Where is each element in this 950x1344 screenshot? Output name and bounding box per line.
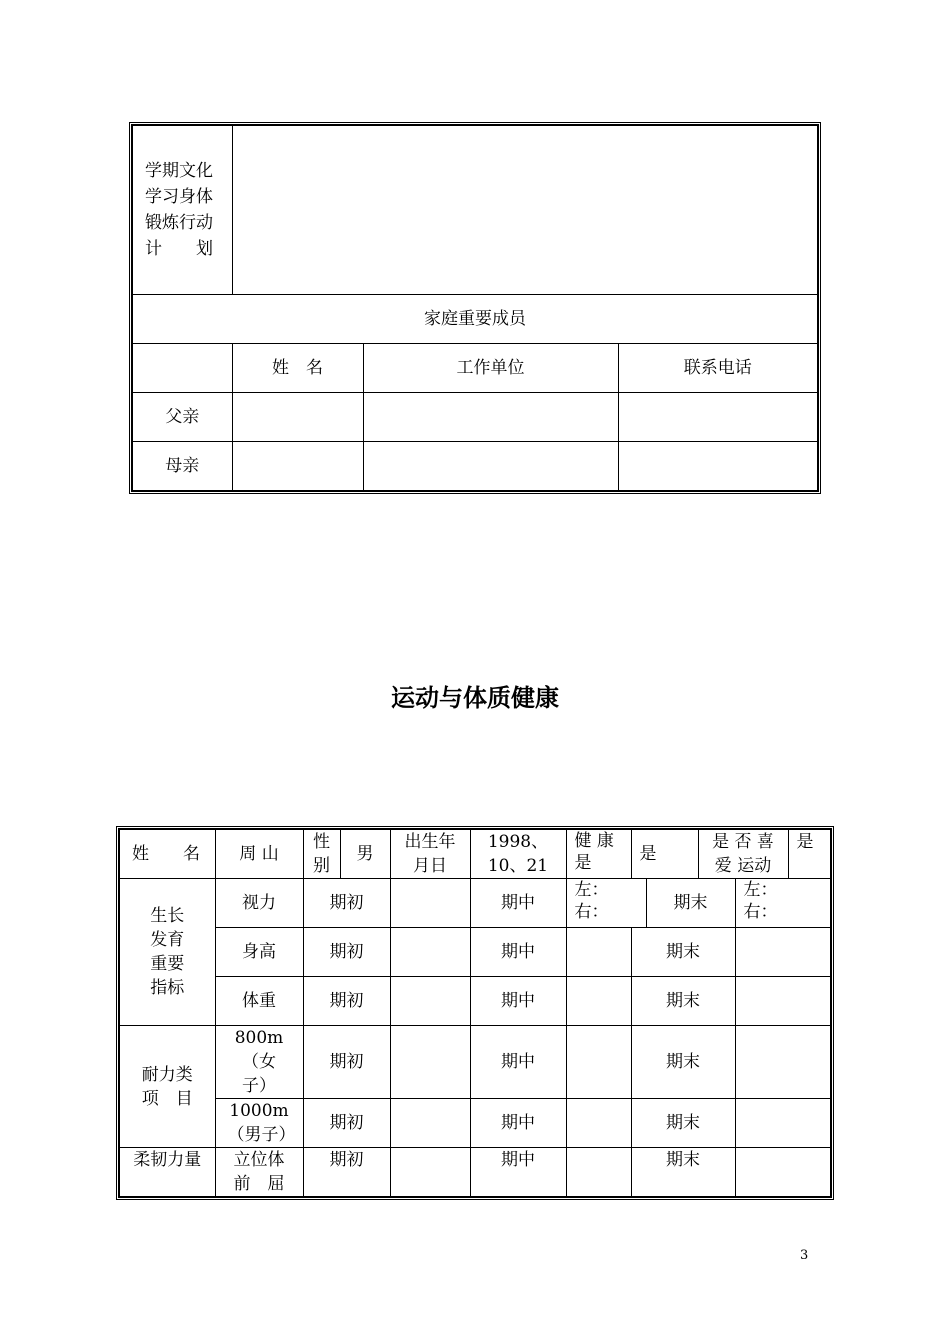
run1000-start-field[interactable]: [390, 1099, 470, 1148]
relation-father: 父亲: [132, 393, 232, 442]
plan-label-line: 学期文化: [145, 161, 213, 181]
growth-group-label: 生长发育重要指标: [119, 879, 215, 1026]
left-eye-label: 左：: [574, 880, 609, 900]
mid-label: 期中: [470, 879, 566, 928]
plan-label-line: 锻炼行动: [145, 213, 213, 233]
end-label: 期末: [631, 1026, 735, 1099]
end-label: 期末: [631, 1148, 735, 1198]
end-label: 期末: [631, 1099, 735, 1148]
health-label: 健 康是: [566, 829, 631, 879]
sports-health-table: [118, 828, 832, 1198]
birth-label: 出生年月日: [390, 829, 470, 879]
mid-label: 期中: [470, 1099, 566, 1148]
plan-label-line: 学习身体: [145, 187, 213, 207]
sit-reach-label: 立位体前 屈: [215, 1148, 303, 1198]
left-eye-label: 左：: [743, 880, 778, 900]
family-members-table: [131, 124, 819, 492]
gender-label: 性别: [303, 829, 340, 879]
health-value[interactable]: 是: [631, 829, 698, 879]
page-number: 3: [800, 1248, 809, 1263]
plan-content-field[interactable]: [232, 125, 818, 295]
header-name: 姓 名: [232, 344, 363, 393]
header-blank: [132, 344, 232, 393]
birth-value[interactable]: 1998、10、21: [470, 829, 566, 879]
mother-phone-field[interactable]: [618, 442, 818, 492]
vision-label: 视力: [215, 879, 303, 928]
father-phone-field[interactable]: [618, 393, 818, 442]
weight-end-field[interactable]: [735, 977, 831, 1026]
weight-start-field[interactable]: [390, 977, 470, 1026]
run800-label: 800m（女子）: [215, 1026, 303, 1099]
height-end-field[interactable]: [735, 928, 831, 977]
vision-mid-field[interactable]: [566, 879, 646, 928]
plan-label-line: 计 划: [145, 239, 213, 259]
end-label: 期末: [631, 928, 735, 977]
end-label: 期末: [631, 977, 735, 1026]
run1000-label: 1000m（男子）: [215, 1099, 303, 1148]
family-section-title: 家庭重要成员: [132, 295, 818, 344]
flexibility-group-label: 柔韧力量: [119, 1148, 215, 1198]
likes-sport-label: 是 否 喜 爱 运动: [698, 829, 788, 879]
likes-sport-value[interactable]: 是: [788, 829, 831, 879]
page-title: 运动与体质健康: [391, 684, 559, 712]
run1000-end-field[interactable]: [735, 1099, 831, 1148]
start-label: 期初: [303, 1148, 390, 1198]
start-label: 期初: [303, 879, 390, 928]
relation-mother: 母亲: [132, 442, 232, 492]
name-value[interactable]: 周 山: [215, 829, 303, 879]
header-phone: 联系电话: [618, 344, 818, 393]
start-label: 期初: [303, 1026, 390, 1099]
gender-value[interactable]: 男: [340, 829, 390, 879]
sit-reach-mid-field[interactable]: [566, 1148, 631, 1198]
start-label: 期初: [303, 977, 390, 1026]
weight-label: 体重: [215, 977, 303, 1026]
mid-label: 期中: [470, 977, 566, 1026]
height-start-field[interactable]: [390, 928, 470, 977]
sit-reach-end-field[interactable]: [735, 1148, 831, 1198]
vision-start-field[interactable]: [390, 879, 470, 928]
mid-label: 期中: [470, 1026, 566, 1099]
run800-mid-field[interactable]: [566, 1026, 631, 1099]
table-row: [132, 442, 818, 492]
start-label: 期初: [303, 928, 390, 977]
father-name-field[interactable]: [232, 393, 363, 442]
mid-label: 期中: [470, 1148, 566, 1198]
mother-workplace-field[interactable]: [363, 442, 618, 492]
father-workplace-field[interactable]: [363, 393, 618, 442]
weight-mid-field[interactable]: [566, 977, 631, 1026]
name-label: 姓 名: [119, 829, 215, 879]
mid-label: 期中: [470, 928, 566, 977]
sit-reach-start-field[interactable]: [390, 1148, 470, 1198]
start-label: 期初: [303, 1099, 390, 1148]
height-label: 身高: [215, 928, 303, 977]
end-label: 期末: [646, 879, 735, 928]
header-workplace: 工作单位: [363, 344, 618, 393]
mother-name-field[interactable]: [232, 442, 363, 492]
height-mid-field[interactable]: [566, 928, 631, 977]
plan-label: [132, 125, 232, 295]
right-eye-label: 右：: [743, 902, 778, 922]
run800-end-field[interactable]: [735, 1026, 831, 1099]
vision-end-field[interactable]: [735, 879, 831, 928]
run800-start-field[interactable]: [390, 1026, 470, 1099]
run1000-mid-field[interactable]: [566, 1099, 631, 1148]
table-row: [132, 393, 818, 442]
right-eye-label: 右：: [574, 902, 609, 922]
endurance-group-label: 耐力类项 目: [119, 1026, 215, 1148]
